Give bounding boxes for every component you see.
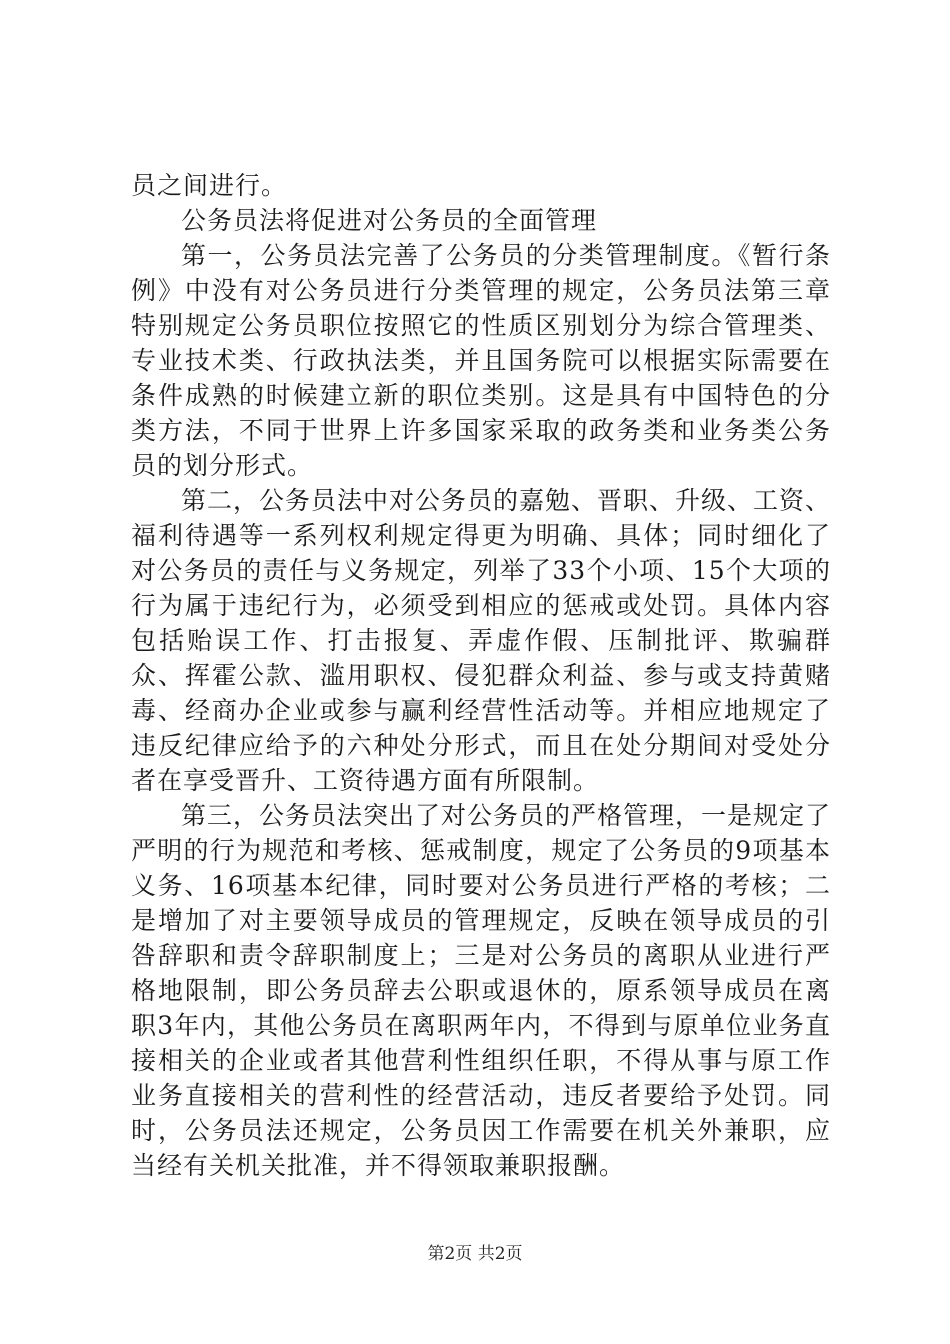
document-body [131, 168, 831, 1183]
paragraph-first-point: 第一，公务员法完善了公务员的分类管理制度。《暂行条例》中没有对公务员进行分类管理的规定，公务员法第三章特别规定公务员职位按照它的性质区别划分为综合管理类、专业技术类、行政执法类，并且国务院可以根据实际需要在条件成熟的时候建立新的职位类别。这是具有中国特色的分类方法，不同于世界上许多国家采取的政务类和业务类公务员的划分形式。 [131, 241, 831, 480]
page-number-footer: 第2页 共2页 [427, 1244, 523, 1264]
paragraph-continuation: 员之间进行。 [131, 171, 288, 200]
paragraph-third-point: 第三，公务员法突出了对公务员的严格管理，一是规定了严明的行为规范和考核、惩戒制度，规定了公务员的9项基本义务、16项基本纪律，同时要对公务员进行严格的考核；二是增加了对主要领导成员的管理规定，反映在领导成员的引咎辞职和责令辞职制度上；三是对公务员的离职从业进行严格地限制，即公务员辞去公职或退休的，原系领导成员在离职3年内，其他公务员在离职两年内，不得到与原单位业务直接相关的企业或者其他营利性组织任职，不得从事与原工作业务直接相关的营利性的经营活动，违反者要给予处罚。同时，公务员法还规定，公务员因工作需要在机关外兼职，应当经有关机关批准，并不得领取兼职报酬。 [131, 801, 832, 1180]
section-heading: 公务员法将促进对公务员的全面管理 [181, 206, 598, 235]
paragraph-second-point: 第二，公务员法中对公务员的嘉勉、晋职、升级、工资、福利待遇等一系列权利规定得更为明确、具体；同时细化了对公务员的责任与义务规定，列举了33个小项、15个大项的行为属于违纪行为，必须受到相应的惩戒或处罚。具体内容包括贻误工作、打击报复、弄虚作假、压制批评、欺骗群众、挥霍公款、滥用职权、侵犯群众利益、参与或支持黄赌毒、经商办企业或参与赢利经营性活动等。并相应地规定了违反纪律应给予的六种处分形式，而且在处分期间对受处分者在享受晋升、工资待遇方面有所限制。 [131, 486, 832, 795]
